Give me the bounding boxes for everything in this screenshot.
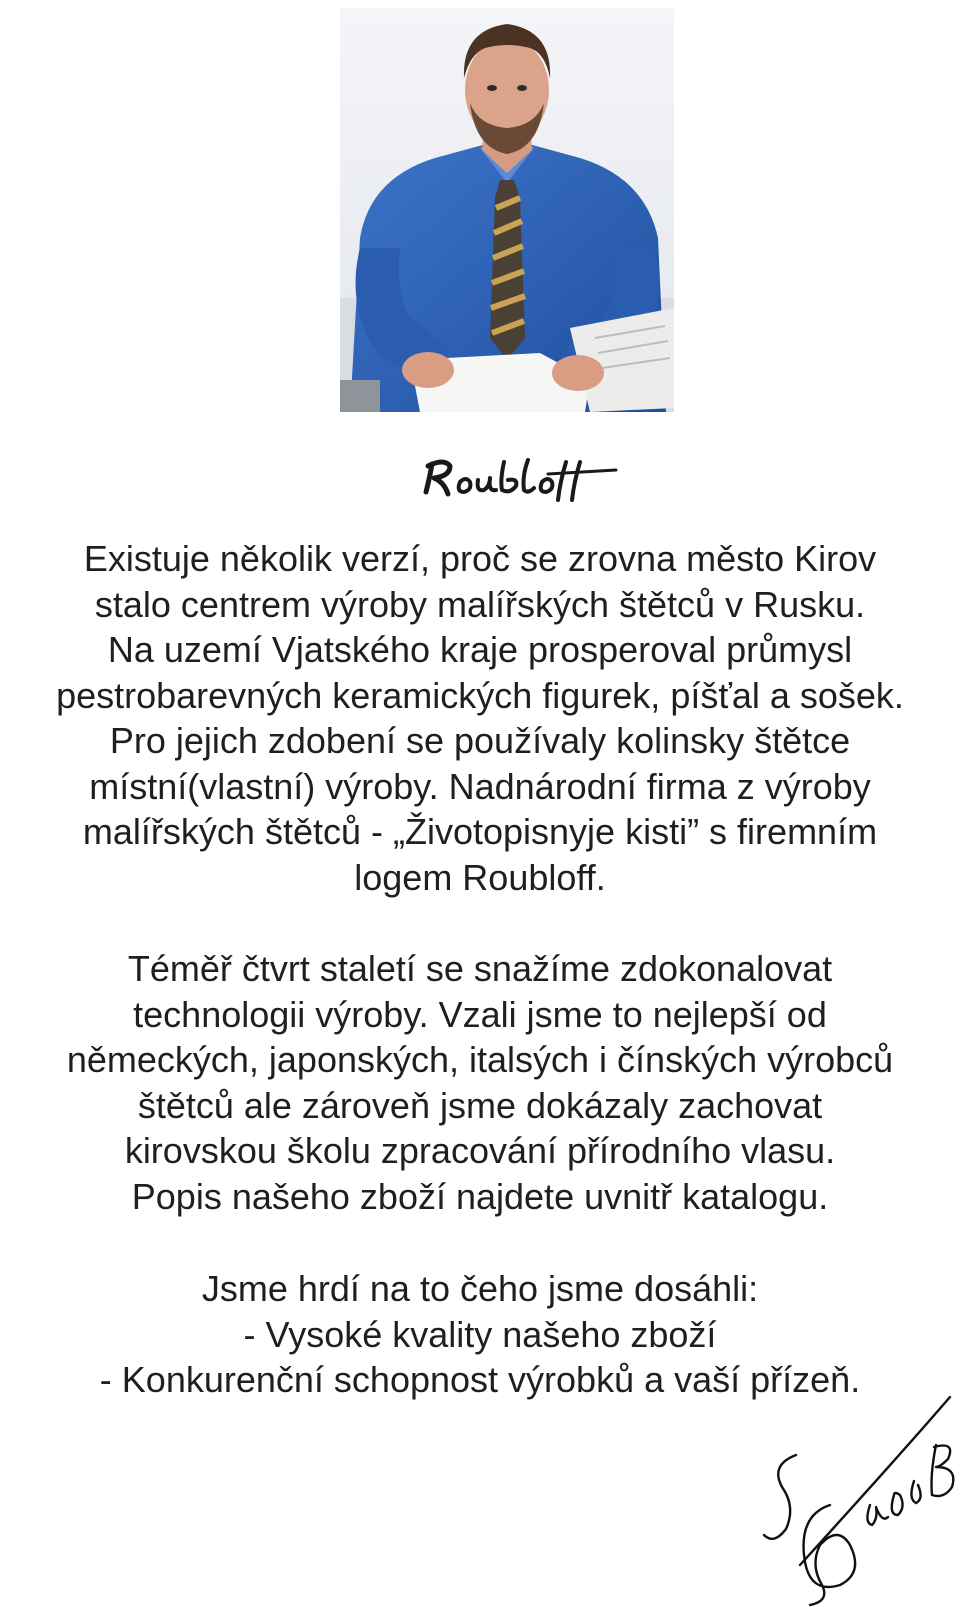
- text-line: malířských štětců - „Životopisnyje kisti” s firemním: [82, 811, 878, 852]
- text-line: Existuje několik verzí, proč se zrovna město Kirov: [83, 538, 877, 579]
- signature-mark: [760, 1395, 960, 1607]
- technology-paragraph: [0, 946, 960, 1219]
- text-line: logem Roubloff.: [354, 856, 606, 898]
- text-line: - Vysoké kvality našeho zboží: [243, 1313, 717, 1355]
- text-line: Na uzemí Vjatského kraje prosperoval průmysl: [107, 629, 853, 670]
- portrait-photo: [340, 8, 674, 412]
- text-line: technologii výroby. Vzali jsme to nejlepší od: [133, 993, 827, 1035]
- text-line: kirovskou školu zpracování přírodního vlasu.: [124, 1130, 836, 1171]
- text-line: německých, japonských, italsých i čínských výrobců: [66, 1039, 894, 1080]
- roubloff-logo-mark: [420, 452, 620, 504]
- text-line: místní(vlastní) výroby. Nadnárodní firma z výroby: [89, 765, 871, 807]
- text-line: Téměř čtvrt staletí se snažíme zdokonalovat: [127, 948, 833, 989]
- text-line: Jsme hrdí na to čeho jsme dosáhli:: [201, 1268, 759, 1309]
- portrait-illustration: [340, 8, 674, 412]
- text-line: stalo centrem výroby malířských štětců v Rusku.: [94, 583, 866, 625]
- text-line: pestrobarevných keramických figurek, píšťal a sošek.: [56, 674, 904, 716]
- handwritten-signature: [760, 1395, 960, 1607]
- text-line: Popis našeho zboží najdete uvnitř katalogu.: [131, 1175, 829, 1217]
- text-line: Pro jejich zdobení se používaly kolinsky štětce: [109, 720, 851, 761]
- text-line: - Konkurenční schopnost výrobků a vaší přízeň.: [99, 1359, 861, 1400]
- text-line: štětců ale zároveň jsme dokázaly zachovat: [137, 1084, 823, 1126]
- roubloff-logo: [420, 452, 620, 504]
- achievements-paragraph: [0, 1266, 960, 1403]
- intro-paragraph: [0, 536, 960, 900]
